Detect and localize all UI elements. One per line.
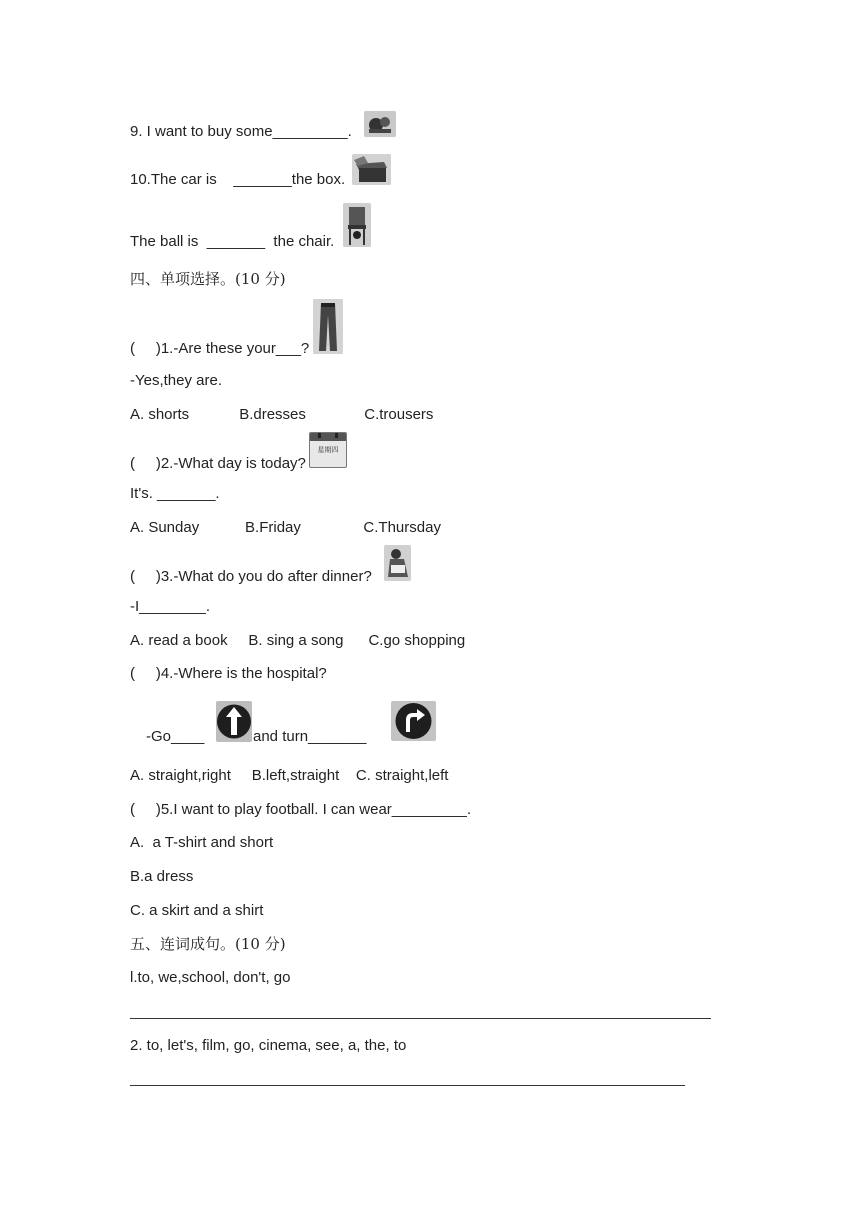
mc-answer-3: -I________.: [130, 598, 211, 615]
section-5-heading: 五、连词成句。(10 分): [130, 935, 286, 953]
answer-line-2: [130, 1085, 685, 1086]
mc-options-4: A. straight,right B.left,straight C. straight,left: [130, 767, 449, 784]
mc-option-5c: C. a skirt and a shirt: [130, 902, 264, 919]
car-box-icon: [352, 154, 391, 185]
arrow-up-sign-icon: [216, 701, 252, 742]
section-4-heading: 四、单项选择。(10 分): [130, 270, 286, 288]
question-10-ball: The ball is _______ the chair.: [130, 233, 335, 250]
sports-items-icon: [364, 111, 396, 137]
ball-chair-icon: [343, 203, 371, 247]
calendar-icon: [309, 432, 347, 468]
reading-person-icon: [384, 545, 411, 581]
mc-question-3: ( )3.-What do you do after dinner?: [130, 568, 372, 585]
question-10: 10.The car is _______the box.: [130, 171, 346, 188]
mc-option-5b: B.a dress: [130, 868, 194, 885]
mc-options-2: A. Sunday B.Friday C.Thursday: [130, 519, 441, 536]
mc-question-2: ( )2.-What day is today?: [130, 455, 306, 472]
sentence-prompt-1: l.to, we,school, don't, go: [130, 969, 291, 986]
trousers-icon: [313, 299, 343, 354]
sentence-prompt-2: 2. to, let's, film, go, cinema, see, a, the, to: [130, 1037, 407, 1054]
mc-answer-1: -Yes,they are.: [130, 372, 222, 389]
mc-options-3: A. read a book B. sing a song C.go shopping: [130, 632, 466, 649]
question-9: 9. I want to buy some_________.: [130, 123, 352, 140]
mc-question-4: ( )4.-Where is the hospital?: [130, 665, 327, 682]
turn-right-sign-icon: [391, 701, 436, 741]
mc-question-1: ( )1.-Are these your___?: [130, 340, 310, 357]
answer-line-1: [130, 1018, 711, 1019]
mc-question-5: ( )5.I want to play football. I can wear_________.: [130, 801, 472, 818]
mc-options-1: A. shorts B.dresses C.trousers: [130, 406, 434, 423]
mc-option-5a: A. a T-shirt and short: [130, 834, 274, 851]
calendar-text: 星期四: [317, 446, 339, 454]
mc-turn-line: and turn_______: [253, 728, 367, 745]
mc-go-line: -Go____: [146, 728, 205, 745]
mc-answer-2: It's. _______.: [130, 485, 220, 502]
